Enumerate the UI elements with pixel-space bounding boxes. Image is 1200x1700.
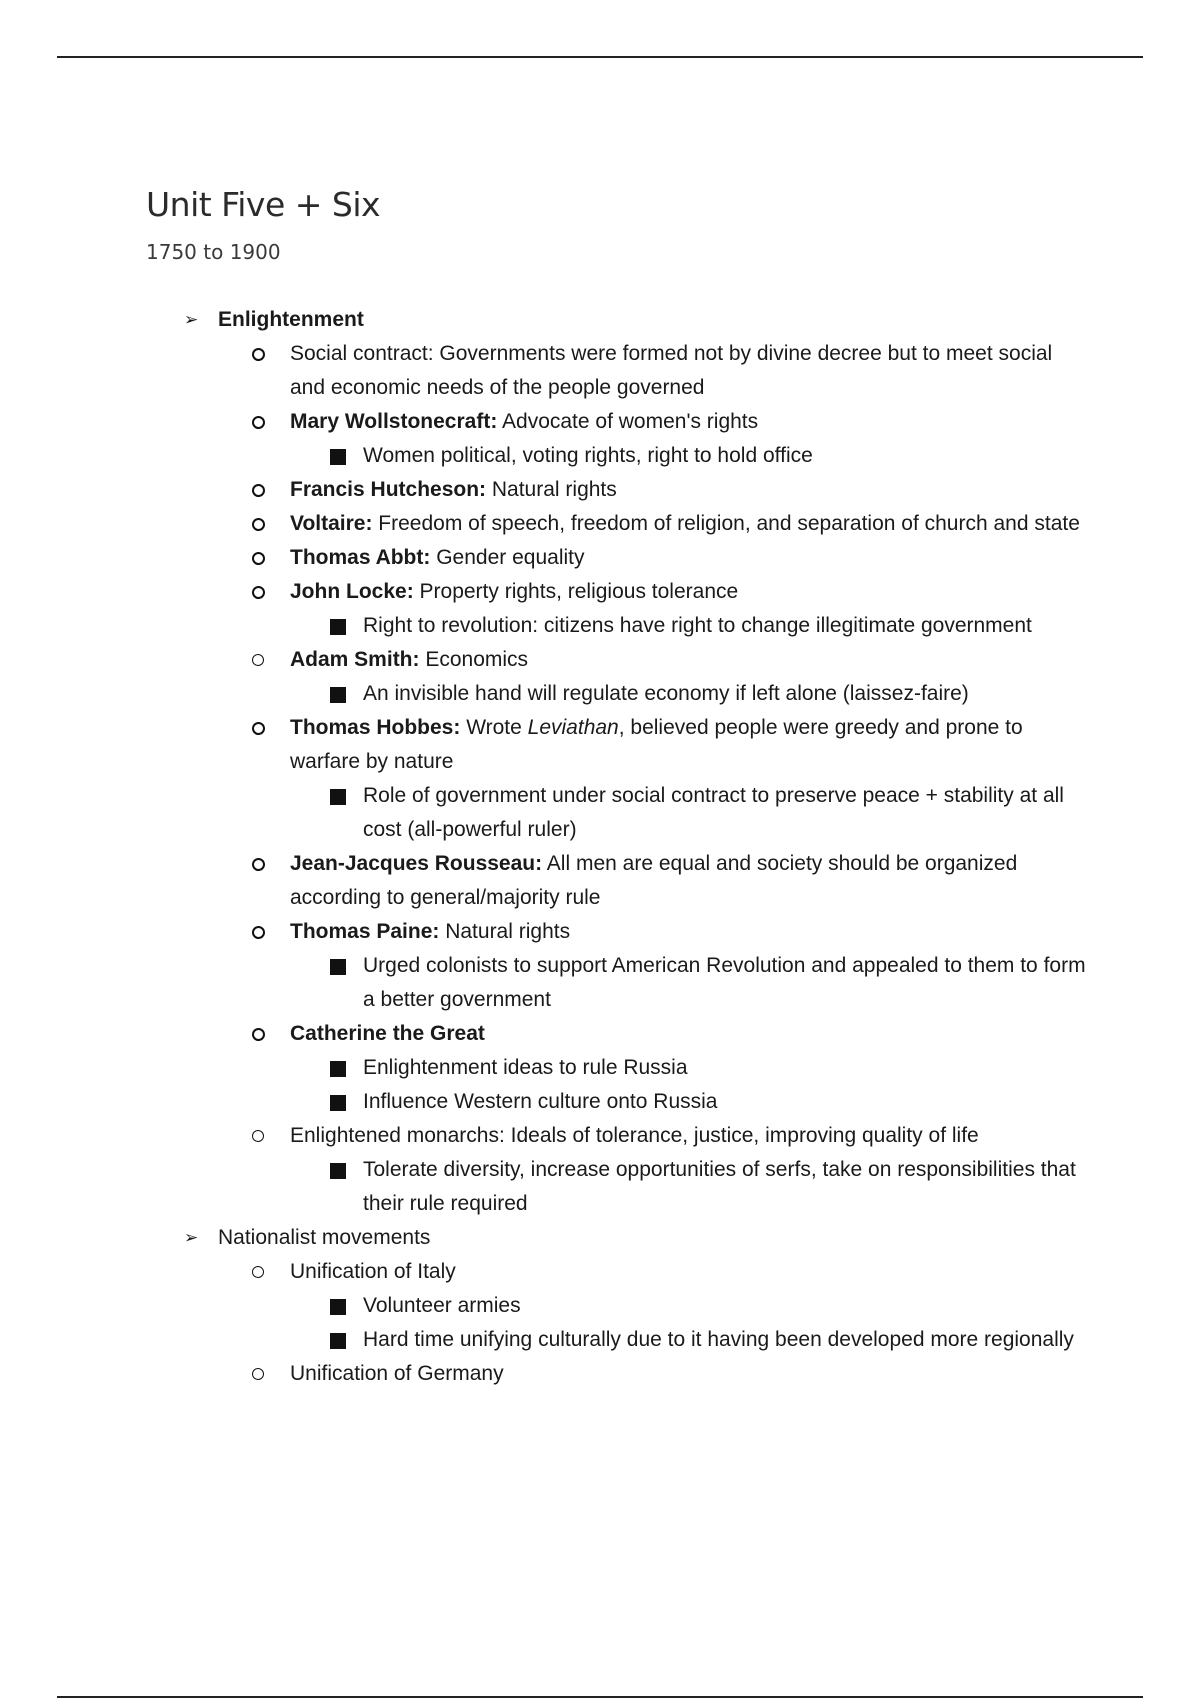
sub-item-text: Volunteer armies (363, 1294, 521, 1317)
item-text: Social contract: Governments were formed not by divine decree but to meet social and economic needs of the people governed (290, 342, 1053, 399)
circle-bullet-icon (252, 552, 265, 565)
circle-bullet-icon (252, 518, 265, 531)
sub-item (0, 609, 1093, 643)
list-item (0, 337, 1090, 405)
square-bullet-icon (330, 1095, 346, 1111)
item-text: Natural rights (439, 920, 571, 943)
arrow-bullet-icon: ➢ (184, 1228, 199, 1247)
square-bullet-icon (330, 1163, 346, 1179)
item-label: Thomas Hobbes: (290, 716, 461, 739)
square-bullet-icon (330, 687, 346, 703)
circle-bullet-icon (252, 858, 265, 871)
item-label: Mary Wollstonecraft: (290, 410, 498, 433)
item-text: Advocate of women's rights (497, 410, 759, 433)
sub-item (0, 1323, 1093, 1357)
item-text: Economics (419, 648, 529, 671)
list-item (0, 847, 1090, 915)
notes-outline (0, 303, 1200, 1391)
section-title: Nationalist movements (218, 1226, 431, 1249)
circle-bullet-icon (252, 484, 265, 497)
item-text: Enlightened monarchs: Ideals of tolerance, justice, improving quality of life (290, 1124, 979, 1147)
square-bullet-icon (330, 1333, 346, 1349)
square-bullet-icon (330, 449, 346, 465)
page-title: Unit Five + Six (146, 185, 381, 224)
list-item (0, 405, 1090, 439)
list-item (0, 1119, 1090, 1153)
header-rule (57, 56, 1143, 58)
square-bullet-icon (330, 789, 346, 805)
list-item (0, 915, 1090, 949)
list-item (0, 507, 1090, 541)
list-item (0, 1017, 1090, 1051)
sub-item (0, 1153, 1093, 1221)
circle-bullet-icon (252, 1130, 264, 1142)
sub-item (0, 677, 1093, 711)
square-bullet-icon (330, 1299, 346, 1315)
list-item (0, 473, 1090, 507)
circle-bullet-icon (252, 586, 265, 599)
item-text: Wrote (460, 716, 528, 739)
sub-item-text: Women political, voting rights, right to hold office (363, 444, 813, 467)
sub-item-text: Urged colonists to support American Revolution and appealed to them to form a better government (363, 954, 1086, 1011)
item-label: Francis Hutcheson: (290, 478, 487, 501)
sub-item-text: Right to revolution: citizens have right to change illegitimate government (363, 614, 1032, 637)
list-item (0, 1255, 1090, 1289)
circle-bullet-icon (252, 926, 265, 939)
page-subtitle: 1750 to 1900 (146, 240, 281, 264)
circle-bullet-icon (252, 722, 265, 735)
square-bullet-icon (330, 1061, 346, 1077)
book-title: Leviathan (527, 716, 619, 739)
list-item (0, 541, 1090, 575)
circle-bullet-icon (252, 1028, 265, 1041)
sub-item-text: Hard time unifying culturally due to it having been developed more regionally (363, 1328, 1074, 1351)
circle-bullet-icon (252, 348, 265, 361)
item-label: Thomas Paine: (290, 920, 440, 943)
sub-item (0, 949, 1093, 1017)
sub-item-text: Tolerate diversity, increase opportunities of serfs, take on responsibilities that their rule required (363, 1158, 1076, 1215)
item-label: John Locke: (290, 580, 414, 603)
arrow-bullet-icon: ➢ (184, 310, 199, 329)
item-text: Unification of Italy (290, 1260, 456, 1283)
sub-item-text: An invisible hand will regulate economy if left alone (laissez-faire) (363, 682, 969, 705)
item-text: Property rights, religious tolerance (413, 580, 739, 603)
sub-item (0, 779, 1093, 847)
item-text: , believed people were greedy and prone to warfare by nature (290, 716, 1023, 773)
sub-item (0, 1051, 1093, 1085)
sub-item (0, 1289, 1093, 1323)
item-text: Freedom of speech, freedom of religion, and separation of church and state (372, 512, 1080, 535)
section-heading (0, 1221, 1118, 1255)
sub-item (0, 439, 1093, 473)
circle-bullet-icon (252, 416, 265, 429)
circle-bullet-icon (252, 654, 264, 666)
item-text: Natural rights (486, 478, 617, 501)
circle-bullet-icon (252, 1266, 264, 1278)
footer-rule (57, 1696, 1143, 1698)
item-label: Adam Smith: (290, 648, 420, 671)
section-heading (0, 303, 1118, 337)
list-item (0, 711, 1090, 779)
sub-item-text: Influence Western culture onto Russia (363, 1090, 718, 1113)
item-label: Thomas Abbt: (290, 546, 431, 569)
list-item (0, 1357, 1090, 1391)
square-bullet-icon (330, 619, 346, 635)
section-title: Enlightenment (218, 308, 364, 331)
item-text: Gender equality (430, 546, 585, 569)
list-item (0, 643, 1090, 677)
item-label: Jean-Jacques Rousseau: (290, 852, 543, 875)
item-label: Voltaire: (290, 512, 373, 535)
list-item (0, 575, 1090, 609)
item-label: Catherine the Great (290, 1022, 485, 1045)
item-text: Unification of Germany (290, 1362, 504, 1385)
sub-item (0, 1085, 1093, 1119)
circle-bullet-icon (252, 1368, 264, 1380)
sub-item-text: Role of government under social contract to preserve peace + stability at all cost (all-powerful ruler) (363, 784, 1064, 841)
square-bullet-icon (330, 959, 346, 975)
item-text: All men are equal and society should be organized according to general/majority rule (290, 852, 1018, 909)
sub-item-text: Enlightenment ideas to rule Russia (363, 1056, 688, 1079)
